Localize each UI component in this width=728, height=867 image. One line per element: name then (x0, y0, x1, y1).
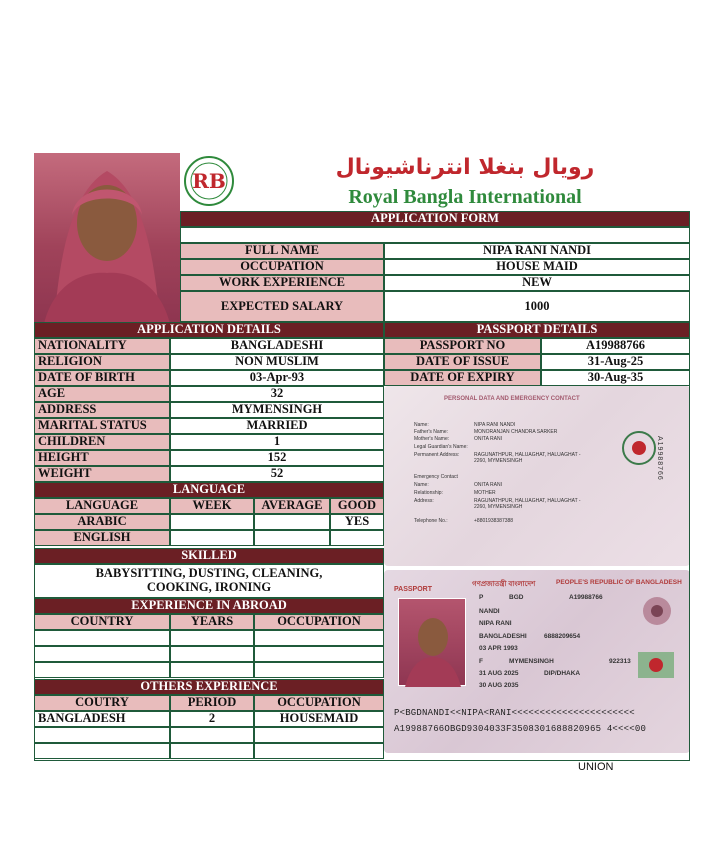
passport-field-label: Name: (414, 482, 429, 488)
skilled-text: BABYSITTING, DUSTING, CLEANING, COOKING, IRONING (34, 564, 384, 598)
others-row-3-occupation (254, 743, 384, 759)
passport-emblem-icon (640, 594, 674, 628)
occupation-label: OCCUPATION (180, 259, 384, 275)
nationality-value: BANGLADESHI (170, 338, 384, 354)
height-value: 152 (170, 450, 384, 466)
company-header (180, 153, 690, 211)
svg-text:RB: RB (192, 169, 226, 193)
passport-vertical-number: A19988766 (656, 436, 663, 481)
language-header: LANGUAGE (34, 482, 384, 498)
passport-field-label: Address: (414, 498, 434, 504)
work-experience-value: NEW (384, 275, 690, 291)
passport-field-label: Name: (414, 422, 429, 428)
others-experience-header: OTHERS EXPERIENCE (34, 679, 384, 695)
nationality-label: NATIONALITY (34, 338, 170, 354)
passport-code: BGD (509, 594, 524, 601)
abroad-col-occupation: OCCUPATION (254, 614, 384, 630)
application-form (34, 153, 690, 761)
others-col-period: PERIOD (170, 695, 254, 711)
abroad-row-3-country (34, 662, 170, 678)
passport-misc-number: 922313 (609, 658, 631, 665)
passport-page-heading: PERSONAL DATA AND EMERGENCY CONTACT (444, 396, 580, 402)
passport-issue-date: 31 AUG 2025 (479, 670, 519, 677)
passport-photo (398, 598, 466, 686)
passport-field-value: MONORANJAN CHANDRA SARKER (474, 429, 558, 435)
passport-field-label: Emergency Contact (414, 474, 458, 480)
passport-field-label: Relationship: (414, 490, 443, 496)
company-name-arabic: رويال بنغلا انترناشيونال (335, 155, 595, 180)
skilled-header: SKILLED (34, 548, 384, 564)
passport-type: P (479, 594, 484, 601)
application-details-header: APPLICATION DETAILS (34, 322, 384, 338)
children-label: CHILDREN (34, 434, 170, 450)
passport-word: PASSPORT (394, 586, 432, 593)
language-arabic-label: ARABIC (34, 514, 170, 530)
full-name-label: FULL NAME (180, 243, 384, 259)
work-experience-label: WORK EXPERIENCE (180, 275, 384, 291)
passport-field-label: Mother's Name: (414, 436, 450, 442)
passport-nationality: BANGLADESHI (479, 633, 527, 640)
passport-dob: 03 APR 1993 (479, 645, 518, 652)
expected-salary-value: 1000 (384, 291, 690, 322)
passport-authority: DIP/DHAKA (544, 670, 581, 677)
language-col-week: WEEK (170, 498, 254, 514)
others-col-occupation: OCCUPATION (254, 695, 384, 711)
passport-field-label: Father's Name: (414, 429, 449, 435)
address-label: ADDRESS (34, 402, 170, 418)
passport-field-value: NIPA RANI NANDI (474, 422, 516, 428)
abroad-row-3-occupation (254, 662, 384, 678)
language-arabic-good: YES (330, 514, 384, 530)
passport-expiry-date: 30 AUG 2035 (479, 682, 519, 689)
passport-field-value: RAGUNATHPUR, HALUAGHAT, HALUAGHAT - 2260, MYMENSINGH (474, 452, 581, 464)
height-label: HEIGHT (34, 450, 170, 466)
others-row-2-period (170, 727, 254, 743)
weight-label: WEIGHT (34, 466, 170, 482)
passport-field-label: Legal Guardian's Name: (414, 444, 468, 450)
language-english-good (330, 530, 384, 546)
language-col-language: LANGUAGE (34, 498, 170, 514)
abroad-row-2-country (34, 646, 170, 662)
language-english-label: ENGLISH (34, 530, 170, 546)
date-of-issue-value: 31-Aug-25 (541, 354, 690, 370)
language-english-average (254, 530, 330, 546)
applicant-photo (34, 153, 180, 324)
date-of-issue-label: DATE OF ISSUE (384, 354, 541, 370)
language-arabic-average (254, 514, 330, 530)
passport-birthplace: MYMENSINGH (509, 658, 554, 665)
applicant-portrait-icon (34, 153, 180, 324)
passport-portrait-icon (399, 599, 467, 687)
marital-status-label: MARITAL STATUS (34, 418, 170, 434)
children-value: 1 (170, 434, 384, 450)
form-title-spacer (180, 227, 690, 243)
age-value: 32 (170, 386, 384, 402)
date-of-birth-value: 03-Apr-93 (170, 370, 384, 386)
language-col-good: GOOD (330, 498, 384, 514)
others-row-2-occupation (254, 727, 384, 743)
passport-country-title: PEOPLE'S REPUBLIC OF BANGLADESH (556, 579, 682, 586)
passport-surname: NANDI (479, 608, 500, 615)
abroad-row-2-years (170, 646, 254, 662)
passport-no-label: PASSPORT NO (384, 338, 541, 354)
date-of-expiry-label: DATE OF EXPIRY (384, 370, 541, 386)
passport-field-value: +8801938387388 (474, 518, 514, 524)
passport-field-label: Telephone No.: (414, 518, 448, 524)
address-value: MYMENSINGH (170, 402, 384, 418)
religion-value: NON MUSLIM (170, 354, 384, 370)
passport-given-name: NIPA RANI (479, 620, 512, 627)
passport-sex: F (479, 658, 483, 665)
company-name-english: Royal Bangla International (348, 186, 582, 208)
age-label: AGE (34, 386, 170, 402)
hologram-icon (636, 648, 676, 682)
marital-status-value: MARRIED (170, 418, 384, 434)
religion-label: RELIGION (34, 354, 170, 370)
others-col-country: COUTRY (34, 695, 170, 711)
abroad-col-years: YEARS (170, 614, 254, 630)
emblem-icon (619, 428, 659, 468)
abroad-row-3-years (170, 662, 254, 678)
company-logo-icon (180, 155, 238, 207)
others-row-3-country (34, 743, 170, 759)
passport-details-header: PASSPORT DETAILS (384, 322, 690, 338)
passport-mrz-line-2: A19988766OBGD9304033F3508301688820965 4<<<<00 (394, 724, 647, 734)
language-english-week (170, 530, 254, 546)
passport-personal-data-page (384, 386, 690, 566)
form-title: APPLICATION FORM (180, 211, 690, 227)
passport-personal-no: 6888209654 (544, 633, 581, 640)
expected-salary-label: EXPECTED SALARY (180, 291, 384, 322)
abroad-row-1-country (34, 630, 170, 646)
others-row-1-occupation: HOUSEMAID (254, 711, 384, 727)
passport-field-value: MOTHER (474, 490, 496, 496)
occupation-value: HOUSE MAID (384, 259, 690, 275)
passport-field-value: RAGUNATHPUR, HALUAGHAT, HALUAGHAT - 2260, MYMENSINGH (474, 498, 581, 510)
passport-bio-page (384, 570, 690, 753)
passport-field-value: ONITA RANI (474, 482, 502, 488)
date-of-birth-label: DATE OF BIRTH (34, 370, 170, 386)
abroad-row-1-years (170, 630, 254, 646)
passport-bangla-title: গণপ্রজাতন্ত্রী বাংলাদেশ (472, 581, 536, 588)
others-row-1-period: 2 (170, 711, 254, 727)
others-row-1-country: BANGLADESH (34, 711, 170, 727)
language-arabic-week (170, 514, 254, 530)
full-name-value: NIPA RANI NANDI (384, 243, 690, 259)
passport-mrz-line-1: P<BGDNANDI<<NIPA<RANI<<<<<<<<<<<<<<<<<<<<<< (394, 708, 635, 718)
others-row-2-country (34, 727, 170, 743)
passport-field-label: Permanent Address: (414, 452, 460, 458)
experience-abroad-header: EXPERIENCE IN ABROAD (34, 598, 384, 614)
abroad-row-2-occupation (254, 646, 384, 662)
passport-no-value: A19988766 (541, 338, 690, 354)
weight-value: 52 (170, 466, 384, 482)
language-col-average: AVERAGE (254, 498, 330, 514)
others-row-3-period (170, 743, 254, 759)
abroad-col-country: COUNTRY (34, 614, 170, 630)
passport-field-value: ONITA RANI (474, 436, 502, 442)
footer-union-label: UNION (578, 761, 614, 773)
date-of-expiry-value: 30-Aug-35 (541, 370, 690, 386)
abroad-row-1-occupation (254, 630, 384, 646)
passport-number: A19988766 (569, 594, 603, 601)
